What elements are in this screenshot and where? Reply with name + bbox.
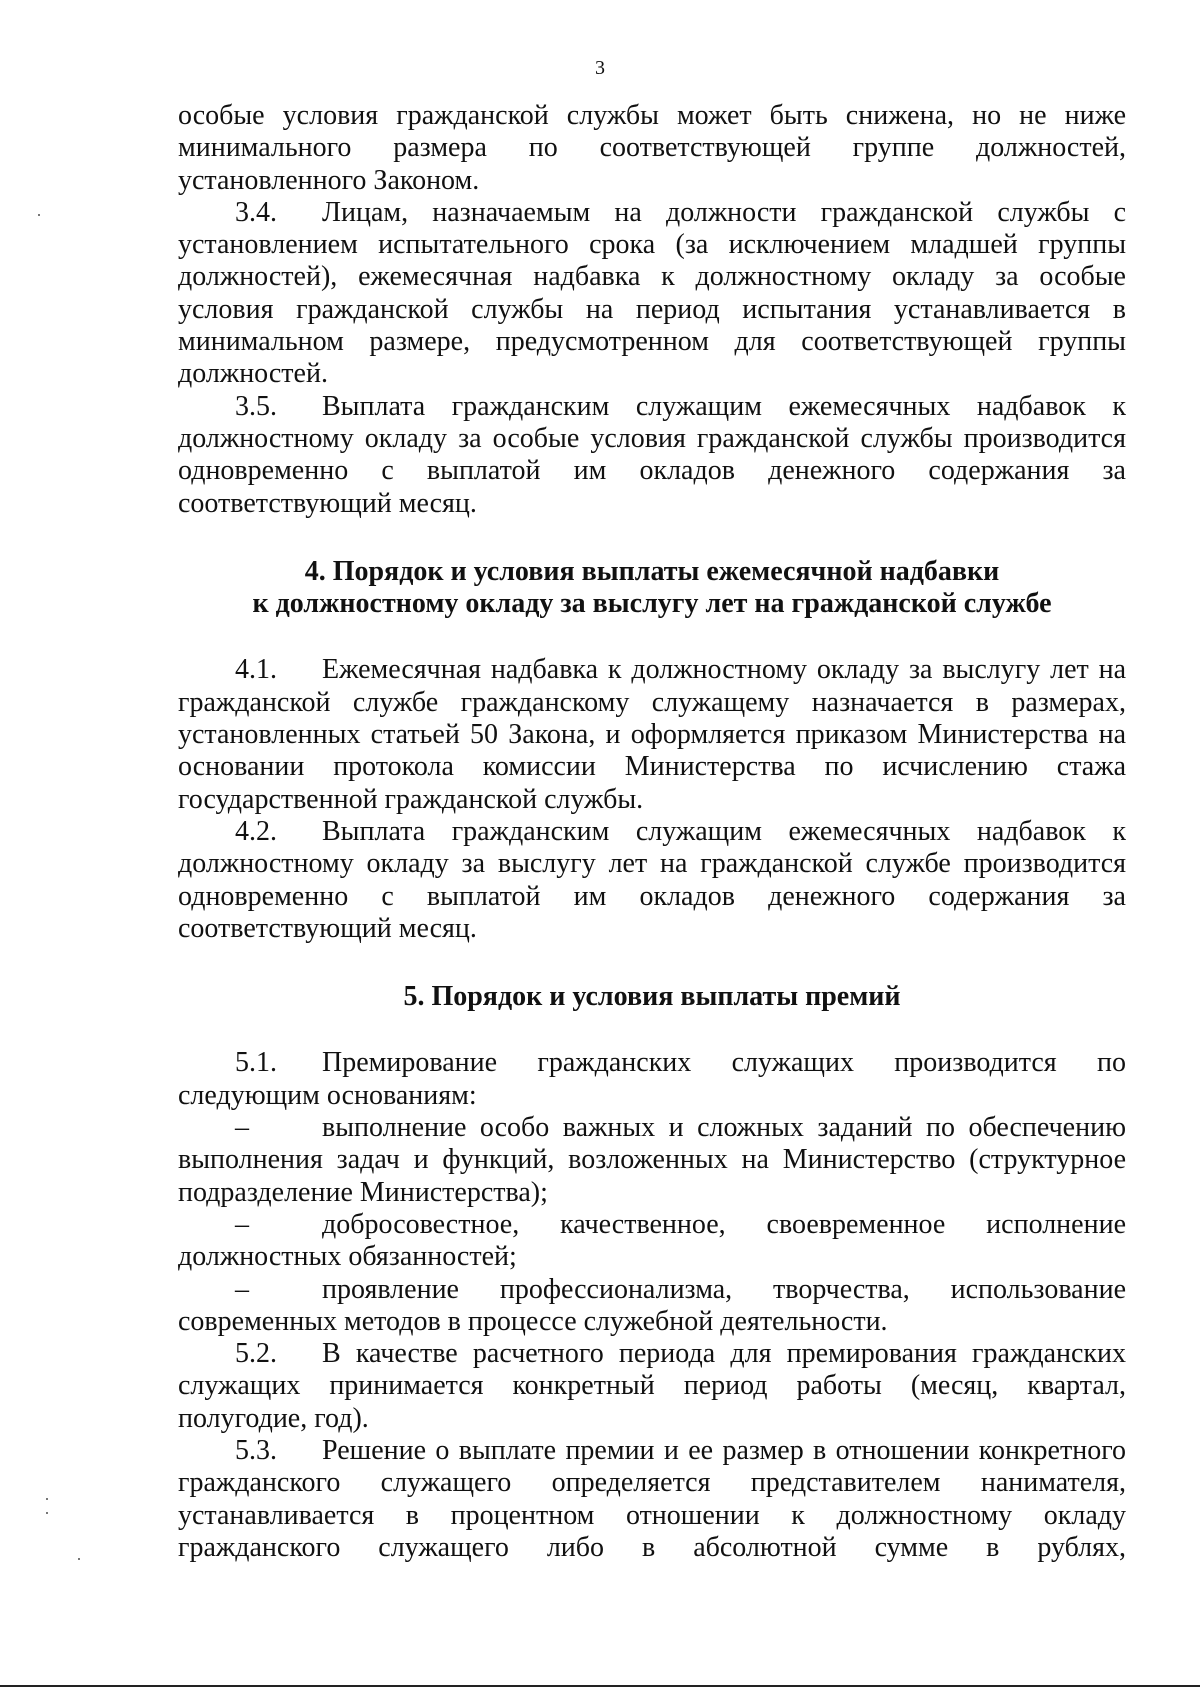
text-line: служащих принимается конкретный период работы (месяц, квартал, bbox=[178, 1370, 1126, 1402]
scan-speck bbox=[46, 1512, 48, 1514]
text-line: должностей), ежемесячная надбавка к должностному окладу за особые bbox=[178, 261, 1126, 293]
text-line bbox=[178, 654, 1126, 686]
clause-first-line: Выплата гражданским служащим ежемесячных надбавок к bbox=[322, 390, 1126, 422]
page-number: 3 bbox=[595, 57, 605, 79]
text-line bbox=[178, 816, 1126, 848]
heading-line: 4. Порядок и условия выплаты ежемесячной надбавки bbox=[304, 555, 1000, 587]
clause-number: 3.5. bbox=[235, 390, 277, 422]
clause-number: 5.2. bbox=[235, 1338, 277, 1370]
scan-speck bbox=[46, 1498, 48, 1500]
bullet-first-line: проявление профессионализма, творчества, использование bbox=[322, 1273, 1126, 1305]
text-line: минимальном размере, предусмотренном для соответствующей группы bbox=[178, 326, 1126, 358]
clause-first-line: В качестве расчетного периода для премирования гражданских bbox=[322, 1338, 1126, 1370]
text-line: одновременно с выплатой им окладов денежного содержания за bbox=[178, 880, 1126, 912]
clause-first-line: Премирование гражданских служащих производится по bbox=[322, 1047, 1126, 1079]
text-line: должностей. bbox=[178, 358, 328, 390]
bullet-item bbox=[178, 1112, 1126, 1209]
text-line: гражданского служащего определяется представителем нанимателя, bbox=[178, 1467, 1126, 1499]
section-heading-5: 5. Порядок и условия выплаты премий bbox=[403, 981, 901, 1013]
intro-paragraph bbox=[178, 100, 1126, 197]
text-line: полугодие, год). bbox=[178, 1402, 369, 1434]
scan-speck bbox=[78, 1558, 80, 1560]
text-line: устанавливается в процентном отношении к должностному окладу bbox=[178, 1499, 1126, 1531]
text-line bbox=[178, 1209, 1126, 1241]
text-line: гражданской службе гражданскому служащему назначается в размерах, bbox=[178, 686, 1126, 718]
text-line bbox=[178, 1047, 1126, 1079]
section-heading-4 bbox=[178, 556, 1126, 621]
heading-line: к должностному окладу за выслугу лет на гражданской службе bbox=[252, 588, 1052, 620]
text-line: особые условия гражданской службы может быть снижена, но не ниже bbox=[178, 100, 1126, 131]
clause-5-3 bbox=[178, 1435, 1126, 1564]
dash-marker: – bbox=[235, 1112, 249, 1144]
clause-4-2 bbox=[178, 816, 1126, 945]
text-line: государственной гражданской службы. bbox=[178, 783, 644, 815]
text-line: должностных обязанностей; bbox=[178, 1241, 517, 1273]
text-line bbox=[178, 1112, 1126, 1144]
text-line: основании протокола комиссии Министерства по исчислению стажа bbox=[178, 751, 1126, 783]
text-line: установленного Законом. bbox=[178, 164, 480, 196]
text-line bbox=[178, 197, 1126, 229]
clause-number: 4.1. bbox=[235, 654, 277, 686]
text-line: подразделение Министерства); bbox=[178, 1176, 548, 1208]
clause-number: 5.3. bbox=[235, 1434, 277, 1466]
text-line: соответствующий месяц. bbox=[178, 487, 477, 519]
text-line: должностному окладу за особые условия гражданской службы производится bbox=[178, 422, 1126, 454]
text-line: одновременно с выплатой им окладов денежного содержания за bbox=[178, 455, 1126, 487]
clause-5-1 bbox=[178, 1047, 1126, 1112]
text-line: должностному окладу за выслугу лет на гражданской службе производится bbox=[178, 848, 1126, 880]
bullet-first-line: выполнение особо важных и сложных заданий по обеспечению bbox=[322, 1112, 1126, 1144]
text-line: современных методов в процессе служебной деятельности. bbox=[178, 1305, 888, 1337]
clause-number: 5.1. bbox=[235, 1047, 277, 1079]
text-line: гражданского служащего либо в абсолютной сумме в рублях, bbox=[178, 1531, 1126, 1563]
document-body bbox=[178, 100, 1126, 1564]
bullet-item bbox=[178, 1274, 1126, 1339]
clause-first-line: Ежемесячная надбавка к должностному окладу за выслугу лет на bbox=[322, 654, 1126, 686]
clause-number: 3.4. bbox=[235, 196, 277, 228]
scan-speck bbox=[38, 214, 40, 216]
clause-first-line: Выплата гражданским служащим ежемесячных надбавок к bbox=[322, 815, 1126, 847]
text-line: следующим основаниям: bbox=[178, 1079, 477, 1111]
clause-3-4 bbox=[178, 197, 1126, 391]
clause-4-1 bbox=[178, 654, 1126, 815]
text-line bbox=[178, 1338, 1126, 1370]
clause-first-line: Решение о выплате премии и ее размер в отношении конкретного bbox=[322, 1434, 1126, 1466]
dash-marker: – bbox=[235, 1208, 249, 1240]
clause-3-5 bbox=[178, 391, 1126, 520]
text-line: установлением испытательного срока (за исключением младшей группы bbox=[178, 229, 1126, 261]
text-line bbox=[178, 1435, 1126, 1467]
dash-marker: – bbox=[235, 1273, 249, 1305]
text-line: условия гражданской службы на период испытания устанавливается в bbox=[178, 293, 1126, 325]
bullet-first-line: добросовестное, качественное, своевременное исполнение bbox=[322, 1208, 1126, 1240]
text-line: соответствующий месяц. bbox=[178, 912, 477, 944]
clause-number: 4.2. bbox=[235, 815, 277, 847]
clause-first-line: Лицам, назначаемым на должности гражданской службы с bbox=[322, 196, 1126, 228]
clause-5-2 bbox=[178, 1338, 1126, 1435]
text-line: выполнения задач и функций, возложенных на Министерство (структурное bbox=[178, 1144, 1126, 1176]
page-bottom-edge bbox=[0, 1685, 1200, 1687]
text-line: установленных статьей 50 Закона, и оформляется приказом Министерства на bbox=[178, 719, 1126, 751]
bullet-item bbox=[178, 1209, 1126, 1274]
text-line bbox=[178, 1274, 1126, 1306]
text-line: минимального размера по соответствующей группе должностей, bbox=[178, 132, 1126, 164]
text-line bbox=[178, 391, 1126, 423]
